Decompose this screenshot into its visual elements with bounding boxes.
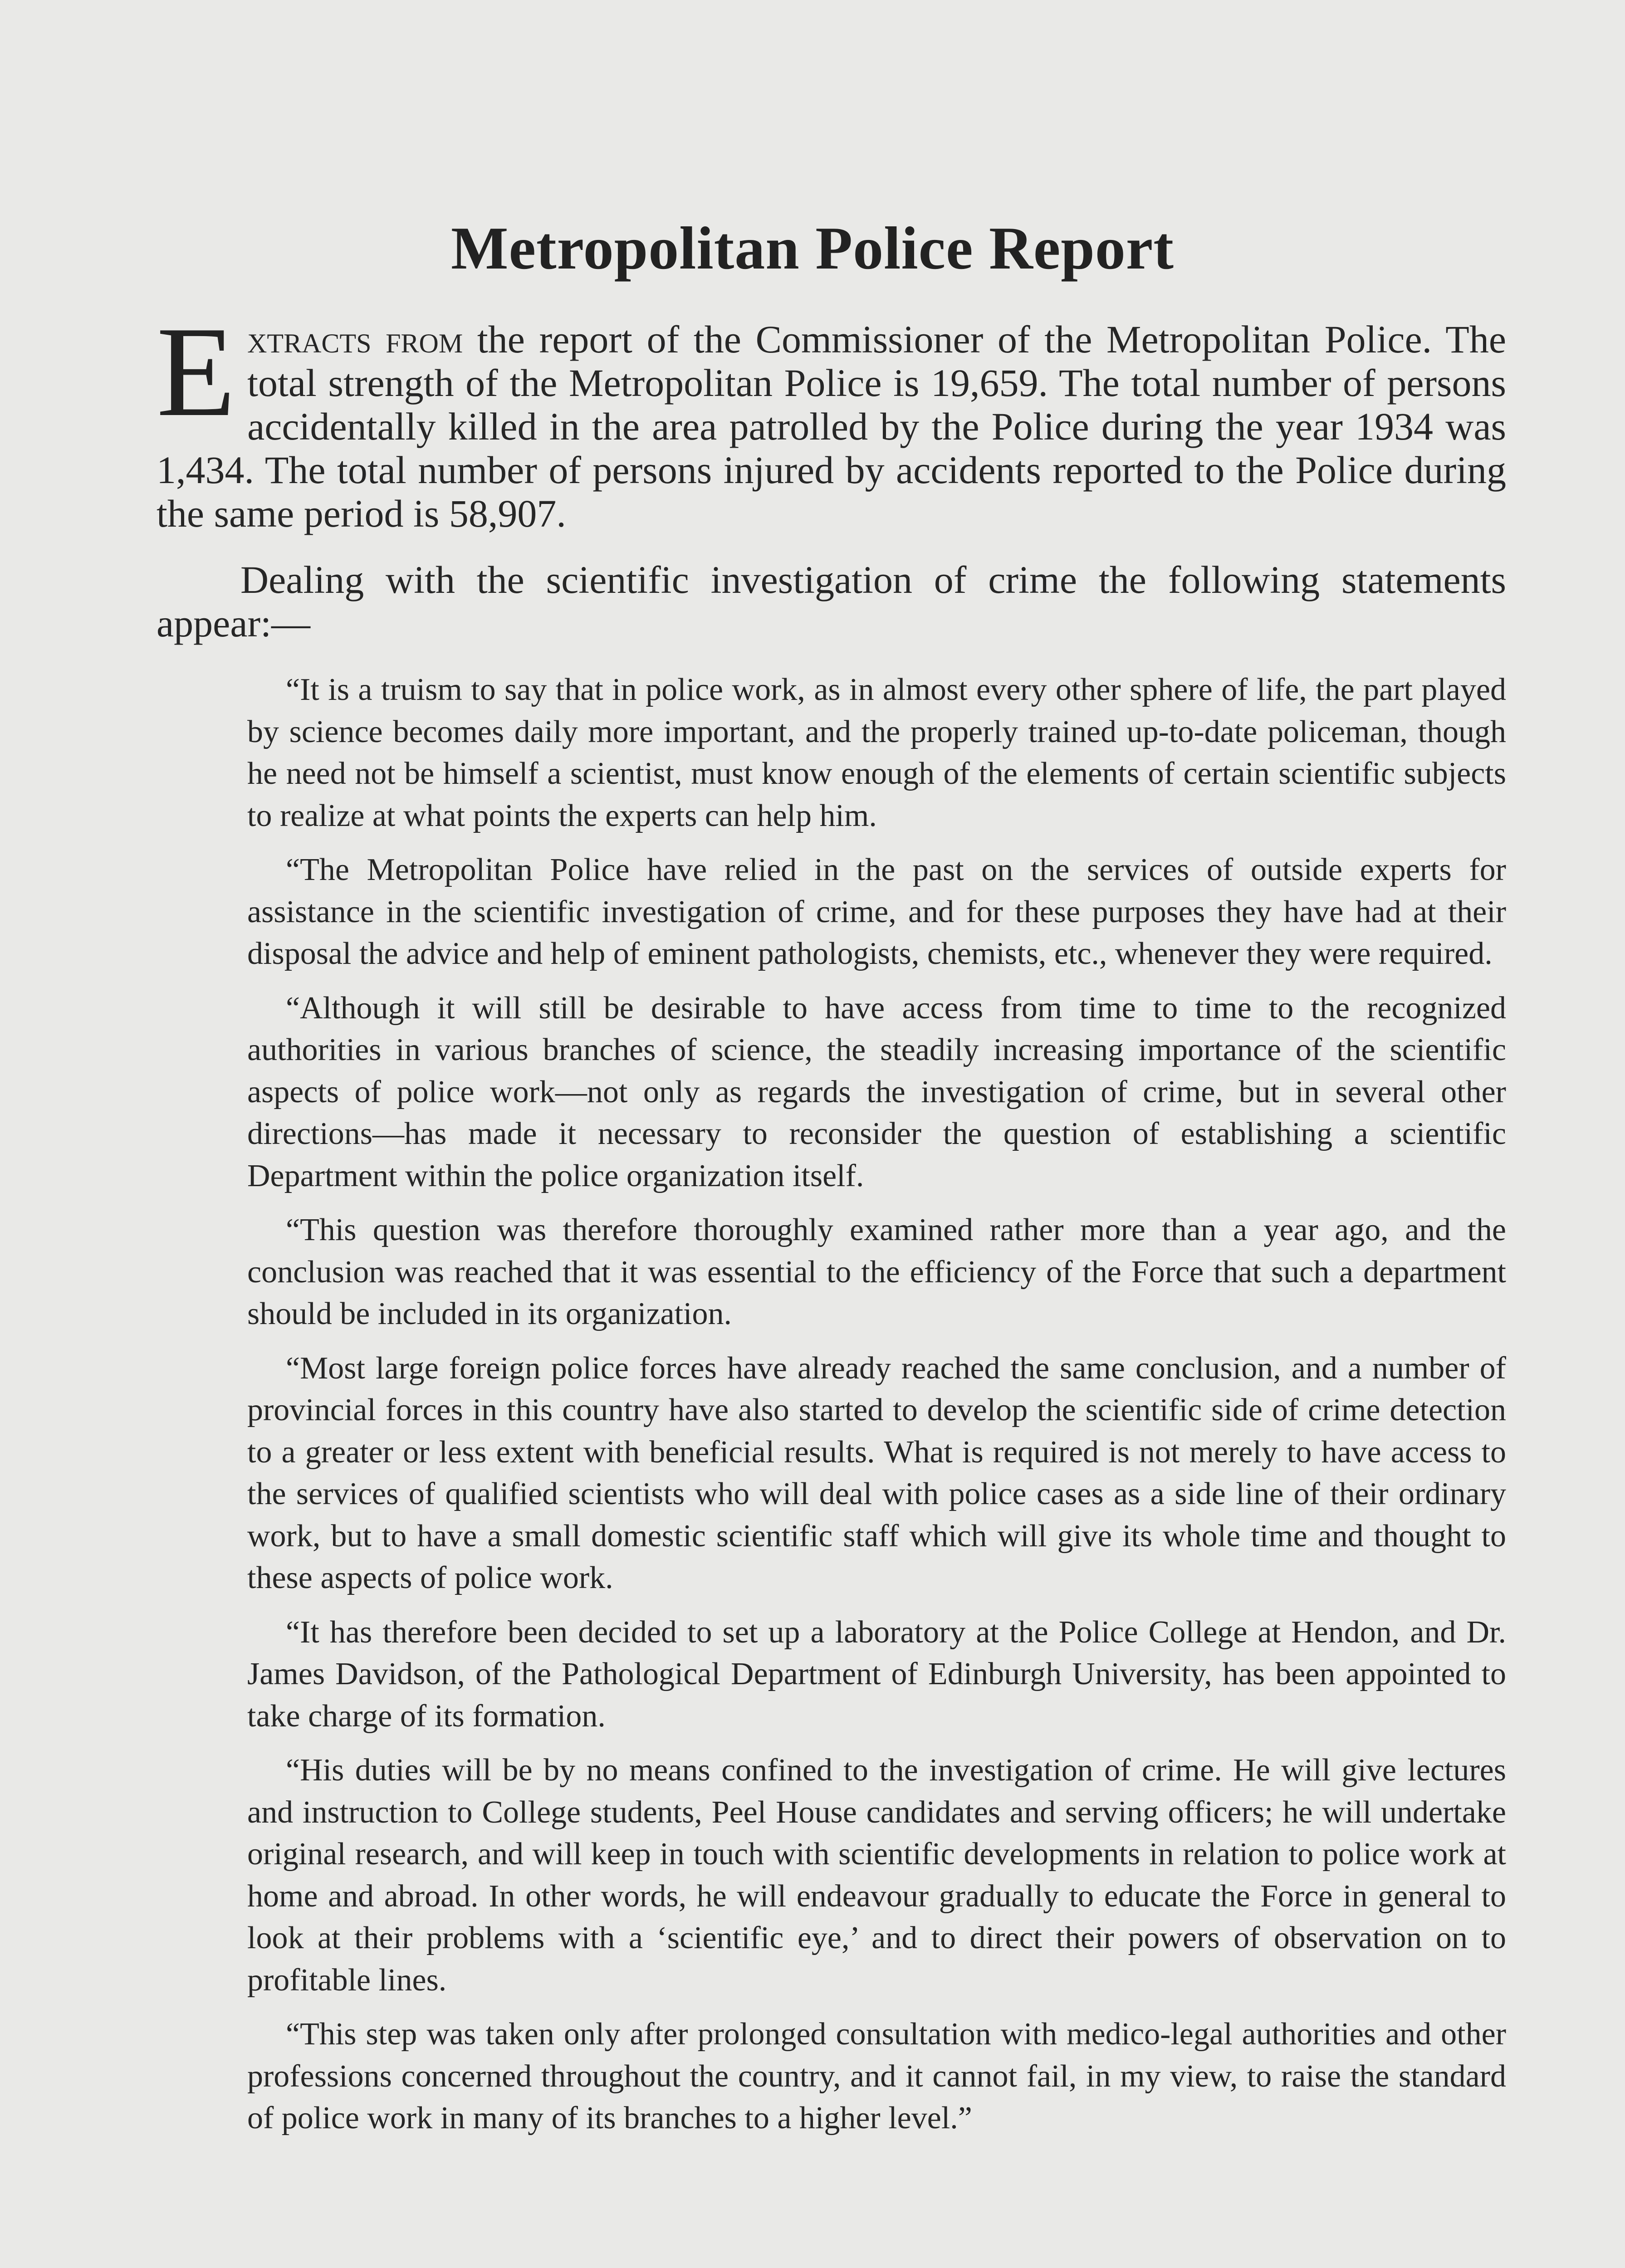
page-title: Metropolitan Police Report — [451, 215, 1174, 282]
quote-paragraph: “Most large foreign police forces have already reached the same conclusion, and a number of provincial forces in this country have also started to develop the scientific side of crime detection to a greater or less extent with beneficial results. What is required is not merely to have access to the services of qualified scientists who will deal with police cases as a side line of their ordinary work, but to have a small domestic scientific staff which will give its whole time and thought to these aspects of police work. — [247, 1350, 1506, 1595]
quote-paragraph: “It is a truism to say that in police work, as in almost every other sphere of life, the part played by science becomes daily more important, and the properly trained up-to-date policeman, though he need not be himself a scientist, must know enough of the elements of certain scientific subjects to realize at what points the experts can help him. — [247, 672, 1506, 833]
quote-paragraph: “Although it will still be desirable to have access from time to time to the recognized authorities in various branches of science, the steadily increasing importance of the scientific aspects of police work—not only as regards the investigation of crime, but in several other directions—has made it necessary to reconsider the question of establishing a scientific Department within the police organization itself. — [247, 990, 1506, 1193]
quote-paragraph: “The Metropolitan Police have relied in the past on the services of outside experts for assistance in the scientific investigation of crime, and for these purposes they have had at their disposal the advice and help of eminent pathologists, chemists, etc., whenever they were required. — [247, 852, 1506, 971]
quote-paragraph: “This question was therefore thoroughly examined rather more than a year ago, and the conclusion was reached that it was essential to the efficiency of the Force that such a department should be included in its organization. — [247, 1212, 1506, 1331]
quote-paragraph: “His duties will be by no means confined to the investigation of crime. He will give lectures and instruction to College students, Peel House candidates and serving officers; he will undertake original research, and will keep in touch with scientific developments in relation to police work at home and abroad. In other words, he will endeavour gradually to educate the Force in general to look at their problems with a ‘scientific eye,’ and to direct their powers of observation on to profitable lines. — [247, 1753, 1506, 1998]
quoted-statements — [247, 669, 1506, 2152]
quote-paragraph: “This step was taken only after prolonged consultation with medico-legal authorities and other professions concerned throughout the country, and it cannot fail, in my view, to raise the standard of police work in many of its branches to a higher level.” — [247, 2017, 1506, 2136]
quote-paragraph: “It has therefore been decided to set up a laboratory at the Police College at Hendon, and Dr. James Davidson, of the Pathological Department of Edinburgh University, has been appointed to take charge of its formation. — [247, 1614, 1506, 1734]
intro-text: the report of the Commissioner of the Metropolitan Police. The total strength of the Metropolitan Police is 19,659. The total number of persons accidentally killed in the area patrolled by the Police during the year 1934 was 1,434. The total number of persons injured by accidents reported to the Police during the same period is 58,907. — [157, 318, 1507, 535]
drop-cap: E — [157, 300, 236, 443]
lead-paragraph: Dealing with the scientific investigation of crime the following statements appear:— — [157, 558, 1506, 645]
intro-paragraph — [157, 300, 1507, 535]
intro-smallcaps: xtracts from — [247, 318, 463, 361]
